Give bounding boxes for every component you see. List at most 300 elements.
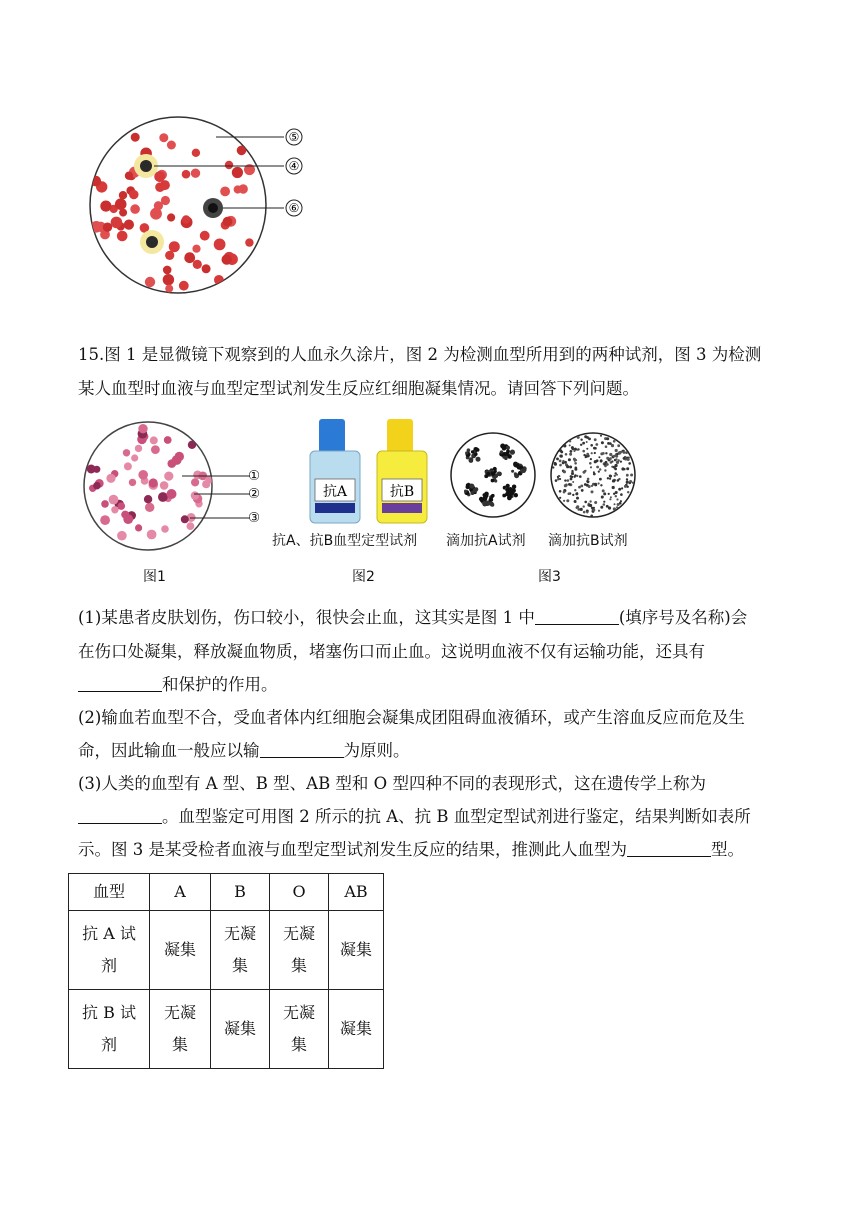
- fig1-label-1: ①: [248, 468, 261, 484]
- table-cell: 凝集: [211, 990, 270, 1069]
- dispersed-cell: [594, 501, 597, 504]
- q3-line-1: (3)人类的血型有 A 型、B 型、AB 型和 O 型四种不同的表现形式，这在遗传学上称为: [78, 774, 706, 793]
- red-blood-cell: [220, 187, 230, 197]
- blood-cell: [181, 515, 189, 523]
- q1-text-c: 和保护的作用。: [162, 675, 278, 694]
- table-cell: O: [270, 874, 329, 911]
- dispersed-cell: [586, 441, 588, 443]
- blood-cell: [164, 436, 172, 444]
- dispersed-cell: [574, 489, 576, 491]
- q2-line-1: (2)输血若血型不合，受血者体内红细胞会凝集成团阻碍血液循环，或产生溶血反应而危及生: [78, 708, 745, 727]
- agglutinated-clump: [486, 472, 490, 476]
- question-line-1: 15.图 1 是显微镜下观察到的人血永久涂片，图 2 为检测血型所用到的两种试剂，图 3 为检测: [78, 345, 762, 364]
- figure-3-anti-a-result: [448, 430, 538, 520]
- table-cell: B: [211, 874, 270, 911]
- dispersed-cell: [559, 490, 562, 493]
- dispersed-cell: [593, 473, 596, 476]
- q2-text-a: 命，因此输血一般应以输: [78, 741, 260, 760]
- red-blood-cell: [150, 208, 162, 220]
- q1-line-2: 在伤口处凝集，释放凝血物质，堵塞伤口而止血。这说明血液不仅有运输功能，还具有: [78, 642, 705, 661]
- red-blood-cell: [193, 260, 202, 269]
- dispersed-cell: [615, 458, 617, 460]
- dispersed-cell: [588, 485, 591, 488]
- blood-cell: [191, 478, 199, 486]
- blood-cell: [164, 472, 173, 481]
- q1-line-1: [78, 606, 747, 630]
- dispersed-cell: [579, 475, 582, 478]
- dispersed-cell: [618, 488, 621, 491]
- red-blood-cell: [214, 239, 226, 251]
- red-blood-cell: [119, 191, 127, 199]
- bottle-b-label: 抗B: [389, 484, 415, 500]
- red-blood-cell: [163, 274, 174, 285]
- dispersed-cell: [601, 496, 604, 499]
- q1-line-3: [78, 673, 278, 697]
- table-cell: 无凝 集: [211, 911, 270, 990]
- agglutinated-clump: [489, 497, 494, 502]
- dispersed-cell: [584, 501, 587, 504]
- q3-text-d: 型。: [711, 840, 744, 859]
- dispersed-cell: [587, 478, 590, 481]
- blood-cell: [106, 474, 115, 483]
- fig3-left-caption: 滴加抗A试剂: [446, 533, 526, 549]
- dispersed-cell: [598, 456, 600, 458]
- dispersed-cell: [566, 465, 569, 468]
- dispersed-cell: [559, 449, 562, 452]
- agglutinated-clump: [514, 472, 517, 475]
- agglutinated-clump: [484, 492, 489, 497]
- dispersed-cell: [594, 452, 596, 454]
- red-blood-cell: [191, 169, 200, 178]
- dispersed-cell: [613, 493, 615, 495]
- agglutinated-clump: [515, 463, 520, 468]
- dispersed-cell: [614, 475, 616, 477]
- dispersed-cell: [603, 501, 605, 503]
- dispersed-cell: [583, 454, 585, 456]
- dispersed-cell: [603, 503, 606, 506]
- dispersed-cell: [614, 503, 616, 505]
- agglutinated-clump: [510, 450, 515, 455]
- dispersed-cell: [581, 489, 584, 492]
- red-blood-cell: [184, 252, 195, 263]
- agglutinated-clump: [469, 484, 474, 489]
- dispersed-cell: [599, 478, 602, 481]
- dispersed-cell: [590, 458, 592, 460]
- red-blood-cell: [179, 281, 189, 291]
- dispersed-cell: [588, 503, 590, 505]
- red-blood-cell: [111, 217, 123, 229]
- red-blood-cell: [192, 245, 200, 253]
- dispersed-cell: [610, 496, 612, 498]
- figure-3-anti-b-result: [548, 430, 638, 520]
- dispersed-cell: [621, 487, 623, 489]
- dispersed-cell: [583, 511, 586, 514]
- dispersed-cell: [627, 491, 629, 493]
- dispersed-cell: [575, 492, 578, 495]
- red-blood-cell: [232, 167, 243, 178]
- dispersed-cell: [591, 485, 593, 487]
- red-blood-cell: [131, 133, 140, 142]
- dispersed-cell: [564, 484, 567, 487]
- dispersed-cell: [574, 462, 577, 465]
- blood-cell: [101, 500, 109, 508]
- red-blood-cell: [165, 285, 173, 293]
- dispersed-cell: [615, 472, 617, 474]
- dispersed-cell: [587, 480, 590, 483]
- blood-type-table: [68, 873, 384, 1069]
- blood-cell: [135, 445, 142, 452]
- dispersed-cell: [589, 462, 592, 465]
- dispersed-cell: [589, 500, 591, 502]
- red-blood-cell: [124, 220, 134, 230]
- table-cell: 抗 A 试 剂: [69, 911, 150, 990]
- red-blood-cell: [117, 231, 128, 242]
- dispersed-cell: [621, 467, 624, 470]
- red-blood-cell: [155, 182, 165, 192]
- red-blood-cell: [115, 198, 127, 210]
- dispersed-cell: [591, 490, 594, 493]
- agglutinated-clump: [471, 450, 474, 453]
- figure-3-caption: 图3: [538, 569, 561, 585]
- agglutinated-clump: [494, 479, 497, 482]
- dispersed-cell: [563, 470, 566, 473]
- label-4: ④: [288, 159, 300, 173]
- dispersed-cell: [600, 435, 602, 437]
- dispersed-cell: [595, 443, 598, 446]
- dispersed-cell: [617, 479, 620, 482]
- dispersed-cell: [555, 479, 558, 482]
- q2-line-2: [78, 739, 410, 763]
- q1-text-b: (填序号及名称)会: [618, 608, 748, 627]
- q3-text-c: 示。图 3 是某受检者血液与血型定型试剂发生反应的结果，推测此人血型为: [78, 840, 627, 859]
- red-blood-cell: [202, 264, 211, 273]
- agglutinated-clump: [506, 484, 510, 488]
- dispersed-cell: [576, 475, 578, 477]
- dispersed-cell: [592, 509, 595, 512]
- dispersed-cell: [568, 458, 571, 461]
- blood-cell: [100, 515, 110, 525]
- table-row: [69, 990, 384, 1069]
- blood-cell: [131, 454, 138, 461]
- agglutinated-clump: [465, 451, 468, 454]
- dispersed-cell: [618, 452, 621, 455]
- red-blood-cell: [125, 172, 133, 180]
- dispersed-cell: [572, 494, 574, 496]
- dispersed-cell: [568, 483, 571, 486]
- fig3-right-caption: 滴加抗B试剂: [548, 533, 628, 549]
- label-6: ⑥: [288, 201, 300, 215]
- q3-blank-2[interactable]: [627, 840, 711, 857]
- dispersed-cell: [594, 483, 597, 486]
- agglutinated-clump: [491, 471, 496, 476]
- dispersed-cell: [577, 436, 580, 439]
- table-cell: 凝集: [329, 990, 384, 1069]
- dispersed-cell: [615, 449, 618, 452]
- red-blood-cell: [167, 213, 175, 221]
- dispersed-cell: [559, 497, 561, 499]
- red-blood-cell: [165, 251, 174, 260]
- red-blood-cell: [225, 161, 233, 169]
- table-row: [69, 911, 384, 990]
- dispersed-cell: [574, 468, 577, 471]
- dispersed-cell: [574, 476, 576, 478]
- dispersed-cell: [609, 475, 612, 478]
- top-blood-smear-figure: [88, 108, 308, 300]
- dispersed-cell: [603, 492, 606, 495]
- agglutinated-clump: [491, 494, 495, 498]
- blood-cell: [168, 459, 177, 468]
- red-blood-cell: [182, 170, 191, 179]
- blood-cell: [145, 503, 154, 512]
- dispersed-cell: [615, 495, 617, 497]
- q3-line-3: [78, 838, 744, 862]
- dispersed-cell: [582, 450, 585, 453]
- dispersed-cell: [571, 470, 573, 472]
- dispersed-cell: [609, 453, 612, 456]
- dispersed-cell: [598, 471, 600, 473]
- dispersed-cell: [602, 489, 605, 492]
- table-cell: 无凝 集: [150, 990, 211, 1069]
- dispersed-cell: [559, 460, 562, 463]
- blood-cell: [147, 530, 157, 540]
- dispersed-cell: [578, 486, 581, 489]
- dispersed-cell: [626, 467, 629, 470]
- blood-cell: [158, 492, 168, 502]
- dispersed-cell: [583, 505, 585, 507]
- dispersed-cell: [632, 482, 634, 484]
- dispersed-cell: [624, 485, 627, 488]
- red-blood-cell: [154, 171, 165, 182]
- dispersed-cell: [572, 481, 574, 483]
- dispersed-cell: [609, 457, 612, 460]
- table-cell: 血型: [69, 874, 150, 911]
- dispersed-cell: [565, 453, 568, 456]
- table-cell: AB: [329, 874, 384, 911]
- blood-cell: [149, 478, 158, 487]
- dispersed-cell: [616, 498, 618, 500]
- dispersed-cell: [613, 440, 616, 443]
- dispersed-cell: [571, 473, 573, 475]
- table-cell: 凝集: [329, 911, 384, 990]
- dispersed-cell: [586, 511, 588, 513]
- red-blood-cell: [163, 266, 172, 275]
- figure-2-subcaption: 抗A、抗B血型定型试剂: [272, 533, 418, 549]
- dispersed-cell: [564, 479, 566, 481]
- dispersed-cell: [590, 444, 593, 447]
- dispersed-cell: [628, 462, 631, 465]
- dispersed-cell: [620, 500, 622, 502]
- table-cell: A: [150, 874, 211, 911]
- dispersed-cell: [616, 506, 618, 508]
- dispersed-cell: [608, 506, 611, 509]
- dispersed-cell: [590, 515, 593, 518]
- dispersed-cell: [626, 481, 629, 484]
- blood-cell: [121, 511, 129, 519]
- blood-cell: [160, 481, 169, 490]
- red-blood-cell: [245, 238, 253, 246]
- dispersed-cell: [588, 438, 591, 441]
- dispersed-cell: [584, 470, 587, 473]
- dispersed-cell: [606, 463, 608, 465]
- table-cell: 凝集: [150, 911, 211, 990]
- figure-2-caption: 图2: [352, 569, 375, 585]
- blood-cell: [111, 506, 118, 513]
- blood-cell: [129, 479, 136, 486]
- dispersed-cell: [554, 462, 557, 465]
- dispersed-cell: [600, 506, 603, 509]
- blood-cell: [109, 495, 119, 505]
- blood-cell: [124, 462, 132, 470]
- red-blood-cell: [130, 204, 140, 214]
- dispersed-cell: [608, 493, 610, 495]
- table-cell: 抗 B 试 剂: [69, 990, 150, 1069]
- q2-text-b: 为原则。: [343, 741, 410, 760]
- q3-line-2: [78, 805, 751, 829]
- label-5: ⑤: [288, 130, 300, 144]
- dispersed-cell: [559, 464, 562, 467]
- blood-cell: [191, 491, 199, 499]
- dispersed-cell: [605, 445, 608, 448]
- red-blood-cell: [239, 184, 248, 193]
- agglutinated-clump: [476, 457, 481, 462]
- dispersed-cell: [629, 482, 631, 484]
- agglutinated-clump: [520, 469, 525, 474]
- blood-cell: [138, 470, 148, 480]
- red-blood-cell: [200, 231, 210, 241]
- question-line-2: 某人血型时血液与血型定型试剂发生反应红细胞凝集情况。请回答下列问题。: [78, 379, 639, 398]
- dispersed-cell: [623, 451, 626, 454]
- dispersed-cell: [605, 452, 607, 454]
- dispersed-cell: [573, 450, 575, 452]
- red-blood-cell: [129, 190, 138, 199]
- figure-1-blood-smear: [82, 418, 272, 554]
- dispersed-cell: [612, 479, 615, 482]
- blood-cell: [93, 466, 100, 473]
- dispersed-cell: [625, 451, 628, 454]
- dispersed-cell: [626, 474, 629, 477]
- dispersed-cell: [617, 503, 620, 506]
- agglutinated-clump: [500, 450, 503, 453]
- agglutinated-clump: [474, 487, 478, 491]
- dispersed-cell: [568, 492, 571, 495]
- blood-cell: [144, 495, 152, 503]
- blood-cell: [135, 524, 142, 531]
- dispersed-cell: [600, 484, 602, 486]
- dispersed-cell: [626, 478, 628, 480]
- dispersed-cell: [594, 460, 597, 463]
- dispersed-cell: [560, 455, 563, 458]
- agglutinated-clump: [502, 446, 507, 451]
- q2-blank[interactable]: [260, 741, 344, 758]
- figure-1-caption: 图1: [143, 569, 166, 585]
- agglutinated-clump: [506, 446, 510, 450]
- dispersed-cell: [596, 466, 599, 469]
- dispersed-cell: [620, 461, 622, 463]
- dispersed-cell: [609, 478, 611, 480]
- dispersed-cell: [569, 466, 572, 469]
- dispersed-cell: [552, 466, 554, 468]
- red-blood-cell: [169, 241, 180, 252]
- dispersed-cell: [580, 444, 582, 446]
- agglutinated-clump: [504, 456, 508, 460]
- dispersed-cell: [630, 474, 633, 477]
- agglutinated-clump: [467, 448, 471, 452]
- dispersed-cell: [586, 453, 589, 456]
- dispersed-cell: [571, 476, 573, 478]
- dispersed-cell: [569, 440, 571, 442]
- dispersed-cell: [559, 478, 561, 480]
- agglutinated-clump: [464, 490, 467, 493]
- agglutinated-clump: [511, 470, 514, 473]
- dispersed-cell: [617, 444, 620, 447]
- dispersed-cell: [574, 500, 577, 503]
- dispersed-cell: [611, 460, 613, 462]
- agglutinated-clump: [491, 479, 495, 483]
- dispersed-cell: [598, 510, 600, 512]
- dispersed-cell: [590, 466, 592, 468]
- dispersed-cell: [566, 499, 569, 502]
- blood-cell: [117, 531, 127, 541]
- dispersed-cell: [582, 442, 585, 445]
- q1-blank-2[interactable]: [78, 675, 162, 692]
- dispersed-cell: [572, 448, 575, 451]
- dispersed-cell: [585, 456, 587, 458]
- agglutinated-clump: [512, 485, 516, 489]
- dispersed-cell: [569, 444, 571, 446]
- table-header-row: [69, 874, 384, 911]
- red-blood-cell: [145, 277, 155, 287]
- dispersed-cell: [612, 486, 615, 489]
- blood-cell: [187, 522, 195, 530]
- dispersed-cell: [593, 447, 596, 450]
- red-blood-cell: [222, 254, 232, 264]
- dispersed-cell: [607, 477, 609, 479]
- table-cell: 无凝 集: [270, 990, 329, 1069]
- dispersed-cell: [563, 491, 566, 494]
- dispersed-cell: [599, 468, 601, 470]
- agglutinated-clump: [469, 458, 473, 462]
- q1-text-a: (1)某患者皮肤划伤，伤口较小，很快会止血，这其实是图 1 中: [78, 608, 535, 627]
- dispersed-cell: [584, 435, 587, 438]
- bottle-a-label: 抗A: [322, 484, 348, 500]
- dispersed-cell: [627, 458, 630, 461]
- red-blood-cell: [103, 223, 112, 232]
- dispersed-cell: [613, 507, 616, 510]
- dispersed-cell: [563, 500, 565, 502]
- dispersed-cell: [567, 479, 570, 482]
- q3-text-b: 。血型鉴定可用图 2 所示的抗 A、抗 B 血型定型试剂进行鉴定，结果判断如表所: [162, 807, 751, 826]
- dispersed-cell: [609, 498, 611, 500]
- dispersed-cell: [600, 459, 603, 462]
- blood-cell: [118, 502, 126, 510]
- fig1-label-2: ②: [248, 486, 261, 502]
- dispersed-cell: [576, 497, 579, 500]
- q3-blank-1[interactable]: [78, 807, 162, 824]
- dispersed-cell: [594, 438, 597, 441]
- dispersed-cell: [598, 482, 600, 484]
- dispersed-cell: [580, 508, 583, 511]
- agglutinated-clump: [482, 496, 487, 501]
- dispersed-cell: [611, 444, 614, 447]
- dispersed-cell: [562, 460, 564, 462]
- q1-blank-1[interactable]: [535, 608, 619, 625]
- blood-cell: [167, 489, 177, 499]
- dispersed-cell: [616, 461, 619, 464]
- figure-2-reagent-bottles: [305, 413, 435, 525]
- red-blood-cell: [167, 141, 176, 150]
- dispersed-cell: [569, 453, 572, 456]
- agglutinated-clump: [508, 488, 513, 493]
